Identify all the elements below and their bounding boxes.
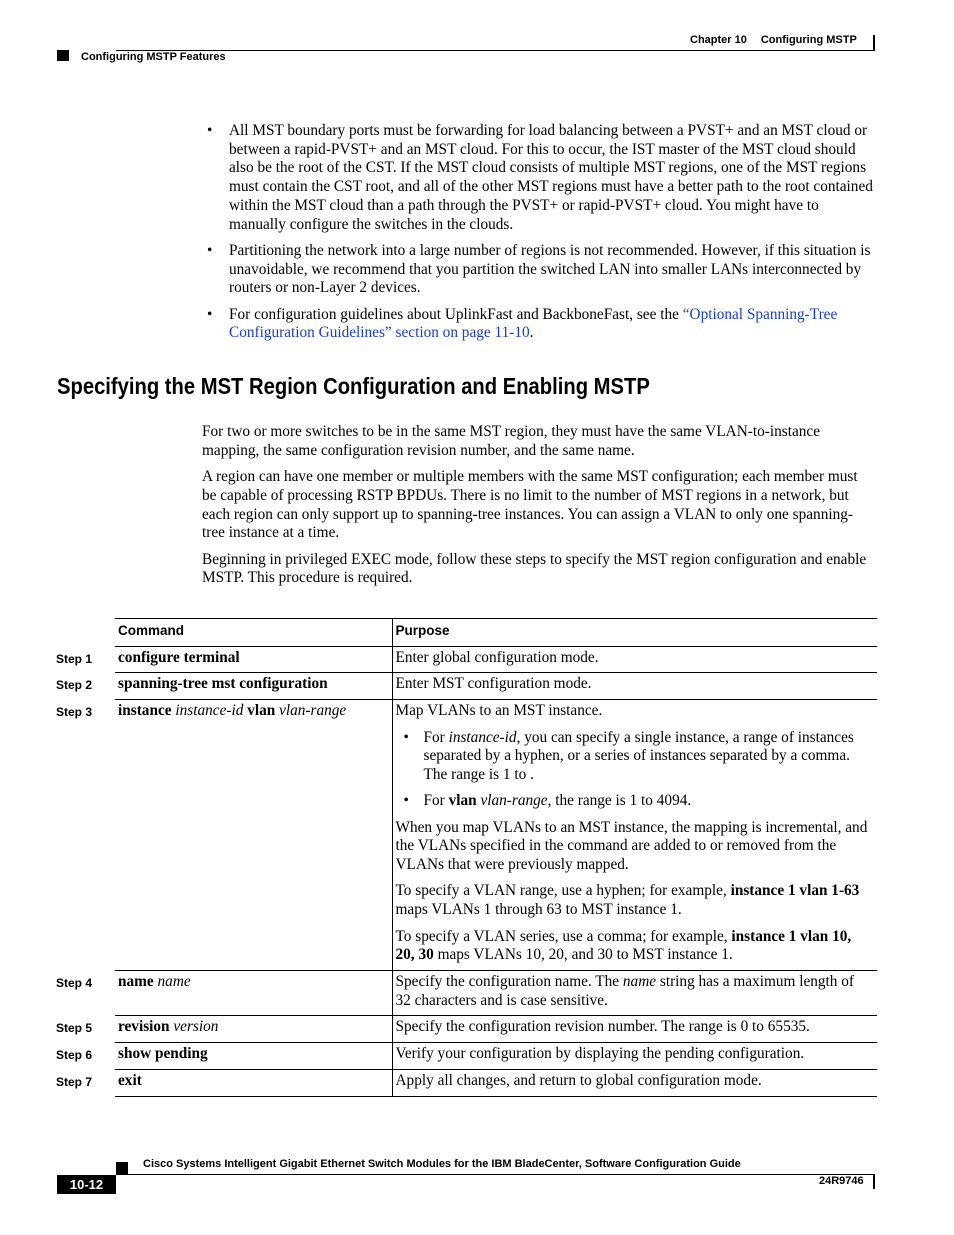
purpose-text: Map VLANs to an MST instance. — [395, 702, 603, 720]
purpose-text: string has a maximum length of 32 characters and is case sensitive. — [395, 972, 855, 1009]
bullet-argument: instance-id — [448, 728, 517, 746]
purpose-cell — [392, 970, 877, 1015]
table-row — [115, 700, 877, 971]
example-command: instance 1 vlan 10, 20, 30 — [395, 927, 852, 964]
paragraph-text: maps VLANs 1 through 63 to MST instance 1. — [395, 901, 682, 919]
paragraph: For two or more switches to be in the same MST region, they must have the same VLAN-to-instance mapping, the same configuration revision number, and the same name. — [202, 423, 820, 459]
list-item — [396, 792, 874, 811]
purpose-argument: name — [622, 972, 657, 990]
section-heading: Specifying the MST Region Configuration and Enabling MSTP — [57, 373, 650, 399]
purpose-cell: Enter MST configuration mode. — [392, 673, 877, 700]
purpose-text: Specify the configuration name. The — [395, 972, 623, 990]
header-marker — [57, 50, 69, 61]
running-header-chapter — [690, 34, 857, 46]
step-label: Step 4 — [56, 975, 93, 990]
guidelines-list — [229, 122, 879, 351]
bullet-text: For configuration guidelines about UplinkFast and BackboneFast, see the — [229, 305, 683, 323]
step-label: Step 7 — [56, 1074, 93, 1089]
purpose-cell — [392, 700, 877, 971]
command-text: exit — [118, 1071, 142, 1089]
purpose-paragraph: When you map VLANs to an MST instance, the mapping is incremental, and the VLANs specified in the command are added to or removed from the VLANs that were previously mapped. — [395, 818, 868, 874]
command-keyword: instance — [118, 702, 172, 720]
command-keyword: revision — [118, 1018, 170, 1036]
table-header-row — [115, 619, 877, 647]
table-row — [115, 1016, 877, 1043]
purpose-cell: Enter global configuration mode. — [392, 646, 877, 673]
footer-marker — [116, 1162, 128, 1174]
paragraph: A region can have one member or multiple members with the same MST configuration; each member must be capable of processing RSTP BPDUs. There is no limit to the number of MST regions in a network, but each region can only support up to spanning-tree instances. You can assign a VLAN to only one spanning-tree instance at a time. — [202, 468, 858, 542]
command-argument: name — [157, 972, 191, 990]
step-label: Step 5 — [56, 1021, 93, 1036]
bullet-text-end: . — [529, 324, 534, 342]
command-text: spanning-tree mst configuration — [118, 675, 328, 693]
bullet-text: For — [423, 792, 449, 810]
command-argument: vlan-range — [279, 702, 347, 720]
command-text: show pending — [118, 1045, 208, 1063]
bullet-text: , you can specify a single instance, a range of instances separated by a hyphen, or a series of instances separated by a comma. The range is 1 to . — [423, 728, 854, 783]
table-row — [115, 646, 877, 673]
paragraph-text: To specify a VLAN series, use a comma; for example, — [395, 927, 732, 945]
bullet-text: , the range is 1 to 4094. — [547, 792, 692, 810]
table-row — [115, 970, 877, 1015]
table-row — [115, 1043, 877, 1070]
paragraph-text: maps VLANs 10, 20, and 30 to MST instance 1. — [433, 946, 733, 964]
column-header-command: Command — [118, 623, 185, 638]
command-cell — [56, 1069, 392, 1096]
command-cell — [56, 1016, 392, 1043]
header-vertical-bar — [873, 35, 875, 51]
footer-document-title: Cisco Systems Intelligent Gigabit Ethernet Switch Modules for the IBM BladeCenter, Software Configuration Guide — [143, 1158, 741, 1170]
paragraph: Beginning in privileged EXEC mode, follow these steps to specify the MST region configuration and enable MSTP. This procedure is required. — [202, 550, 867, 587]
list-item — [396, 729, 874, 785]
step-label: Step 1 — [56, 651, 93, 666]
table-row — [115, 1069, 877, 1096]
step-label: Step 6 — [56, 1048, 93, 1063]
command-cell — [56, 700, 392, 971]
command-keyword: name — [118, 972, 154, 990]
bullet-text: All MST boundary ports must be forwarding for load balancing between a PVST+ and an MST cloud or between a rapid-PVST+ and an MST cloud. For this to occur, the IST master of the MST cloud should also be the root of the CST. If the MST cloud consists of multiple MST regions, one of the MST regions must contain the CST root, and all of the other MST regions must have a better path to the root contained within the MST cloud than a path through the PVST+ or rapid-PVST+ cloud. You might have to manually configure the switches in the clouds. — [229, 122, 873, 233]
column-header-purpose: Purpose — [392, 619, 877, 647]
command-cell — [56, 970, 392, 1015]
bullet-text: For — [423, 728, 449, 746]
footer-rule — [116, 1174, 875, 1175]
running-header-section: Configuring MSTP Features — [81, 51, 226, 63]
paragraph-text: To specify a VLAN range, use a hyphen; for example, — [395, 882, 731, 900]
chapter-title: Configuring MSTP — [760, 34, 857, 46]
step-label: Step 2 — [56, 678, 93, 693]
bullet-text: Partitioning the network into a large number of regions is not recommended. However, if this situation is unavoidable, we recommend that you partition the switched LAN into smaller LANs interconnected by routers or non-Layer 2 devices. — [229, 241, 871, 297]
header-rule — [116, 50, 875, 51]
list-item — [229, 306, 879, 343]
purpose-cell: Verify your configuration by displaying the pending configuration. — [392, 1043, 877, 1070]
purpose-paragraph — [396, 882, 874, 919]
command-argument: version — [173, 1018, 219, 1036]
command-cell — [56, 673, 392, 700]
purpose-cell: Specify the configuration revision number. The range is 0 to 65535. — [392, 1016, 877, 1043]
step-label: Step 3 — [56, 705, 93, 720]
footer-vertical-bar — [873, 1175, 875, 1189]
command-text: configure terminal — [118, 648, 240, 666]
chapter-label: Chapter 10 — [690, 34, 747, 46]
purpose-bullets — [396, 729, 874, 812]
table-row — [115, 673, 877, 700]
purpose-paragraph — [396, 928, 874, 965]
bullet-keyword: vlan — [448, 792, 477, 810]
list-item — [229, 242, 879, 298]
example-command: instance 1 vlan 1-63 — [730, 882, 860, 900]
command-cell — [56, 646, 392, 673]
command-cell — [56, 1043, 392, 1070]
list-item — [229, 122, 879, 234]
command-table — [56, 618, 877, 1097]
cross-reference-link[interactable]: “Optional Spanning-Tree Configuration Guidelines” section on page 11-10 — [229, 305, 838, 342]
command-keyword: vlan — [247, 702, 276, 720]
intro-paragraphs — [202, 423, 872, 596]
command-argument: instance-id — [175, 702, 244, 720]
page-number: 10-12 — [57, 1175, 116, 1194]
bullet-argument: vlan-range — [480, 792, 548, 810]
document-number: 24R9746 — [819, 1175, 864, 1187]
purpose-cell: Apply all changes, and return to global configuration mode. — [392, 1069, 877, 1096]
